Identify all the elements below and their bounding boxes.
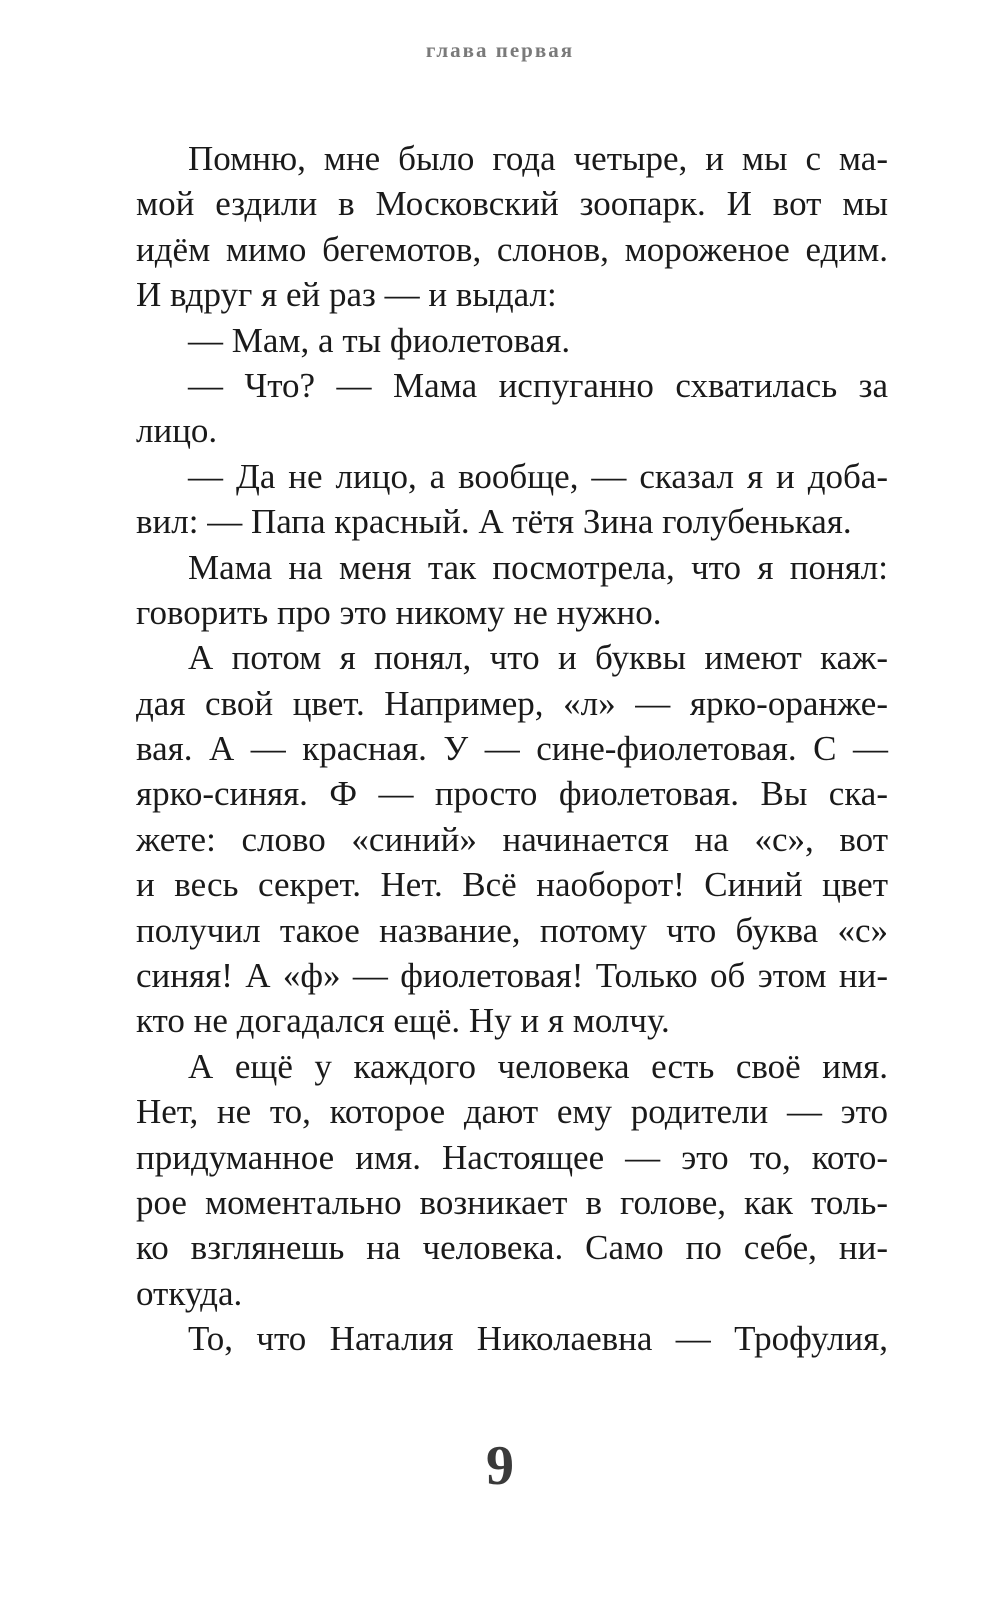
running-head: глава первая [425,38,575,62]
text-line: придуманное имя. Настоящее — это то, кото- [136,1137,888,1177]
text-line: рое моментально возникает в голове, как толь- [136,1182,888,1222]
text-line: кто не догадался ещё. Ну и я молчу. [136,1001,670,1041]
text-line: синяя! А «ф» — фиолетовая! Только об этом ни- [136,956,888,996]
text-line: вая. А — красная. У — сине-фиолетовая. С — [136,729,888,769]
text-line: — Да не лицо, а вообще, — сказал я и доба- [188,456,888,496]
text-line: дая свой цвет. Например, «л» — ярко-оранже- [136,683,888,723]
body-text [136,136,888,1362]
text-line: Нет, не то, которое дают ему родители — это [136,1092,888,1132]
text-line: вил: — Папа красный. А тётя Зина голубенькая. [136,502,852,542]
text-line: — Что? — Мама испуганно схватилась за [188,365,888,405]
text-line: и весь секрет. Нет. Всё наоборот! Синий цвет [136,865,888,905]
text-line: ярко-синяя. Ф — просто фиолетовая. Вы ска- [136,774,888,814]
text-line: говорить про это никому не нужно. [136,592,662,632]
text-line: идём мимо бегемотов, слонов, мороженое едим. [136,229,888,269]
text-line: То, что Наталия Николаевна — Трофулия, [188,1319,888,1359]
text-line: А ещё у каждого человека есть своё имя. [188,1046,888,1086]
text-line: ко взглянешь на человека. Само по себе, ни- [136,1228,888,1268]
text-line: Помню, мне было года четыре, и мы с ма- [188,139,888,178]
text-line: — Мам, а ты фиолетовая. [188,320,571,360]
text-line: получил такое название, потому что буква «с» [136,910,888,950]
text-line: лицо. [136,411,218,451]
text-line: Мама на меня так посмотрела, что я понял: [188,547,888,587]
page-number: 9 [486,1435,514,1497]
text-line: мой ездили в Московский зоопарк. И вот мы [136,184,888,224]
text-line: А потом я понял, что и буквы имеют каж- [188,638,888,678]
text-line: жете: слово «синий» начинается на «с», вот [136,819,888,859]
text-line: откуда. [136,1273,243,1313]
text-line: И вдруг я ей раз — и выдал: [136,275,557,315]
